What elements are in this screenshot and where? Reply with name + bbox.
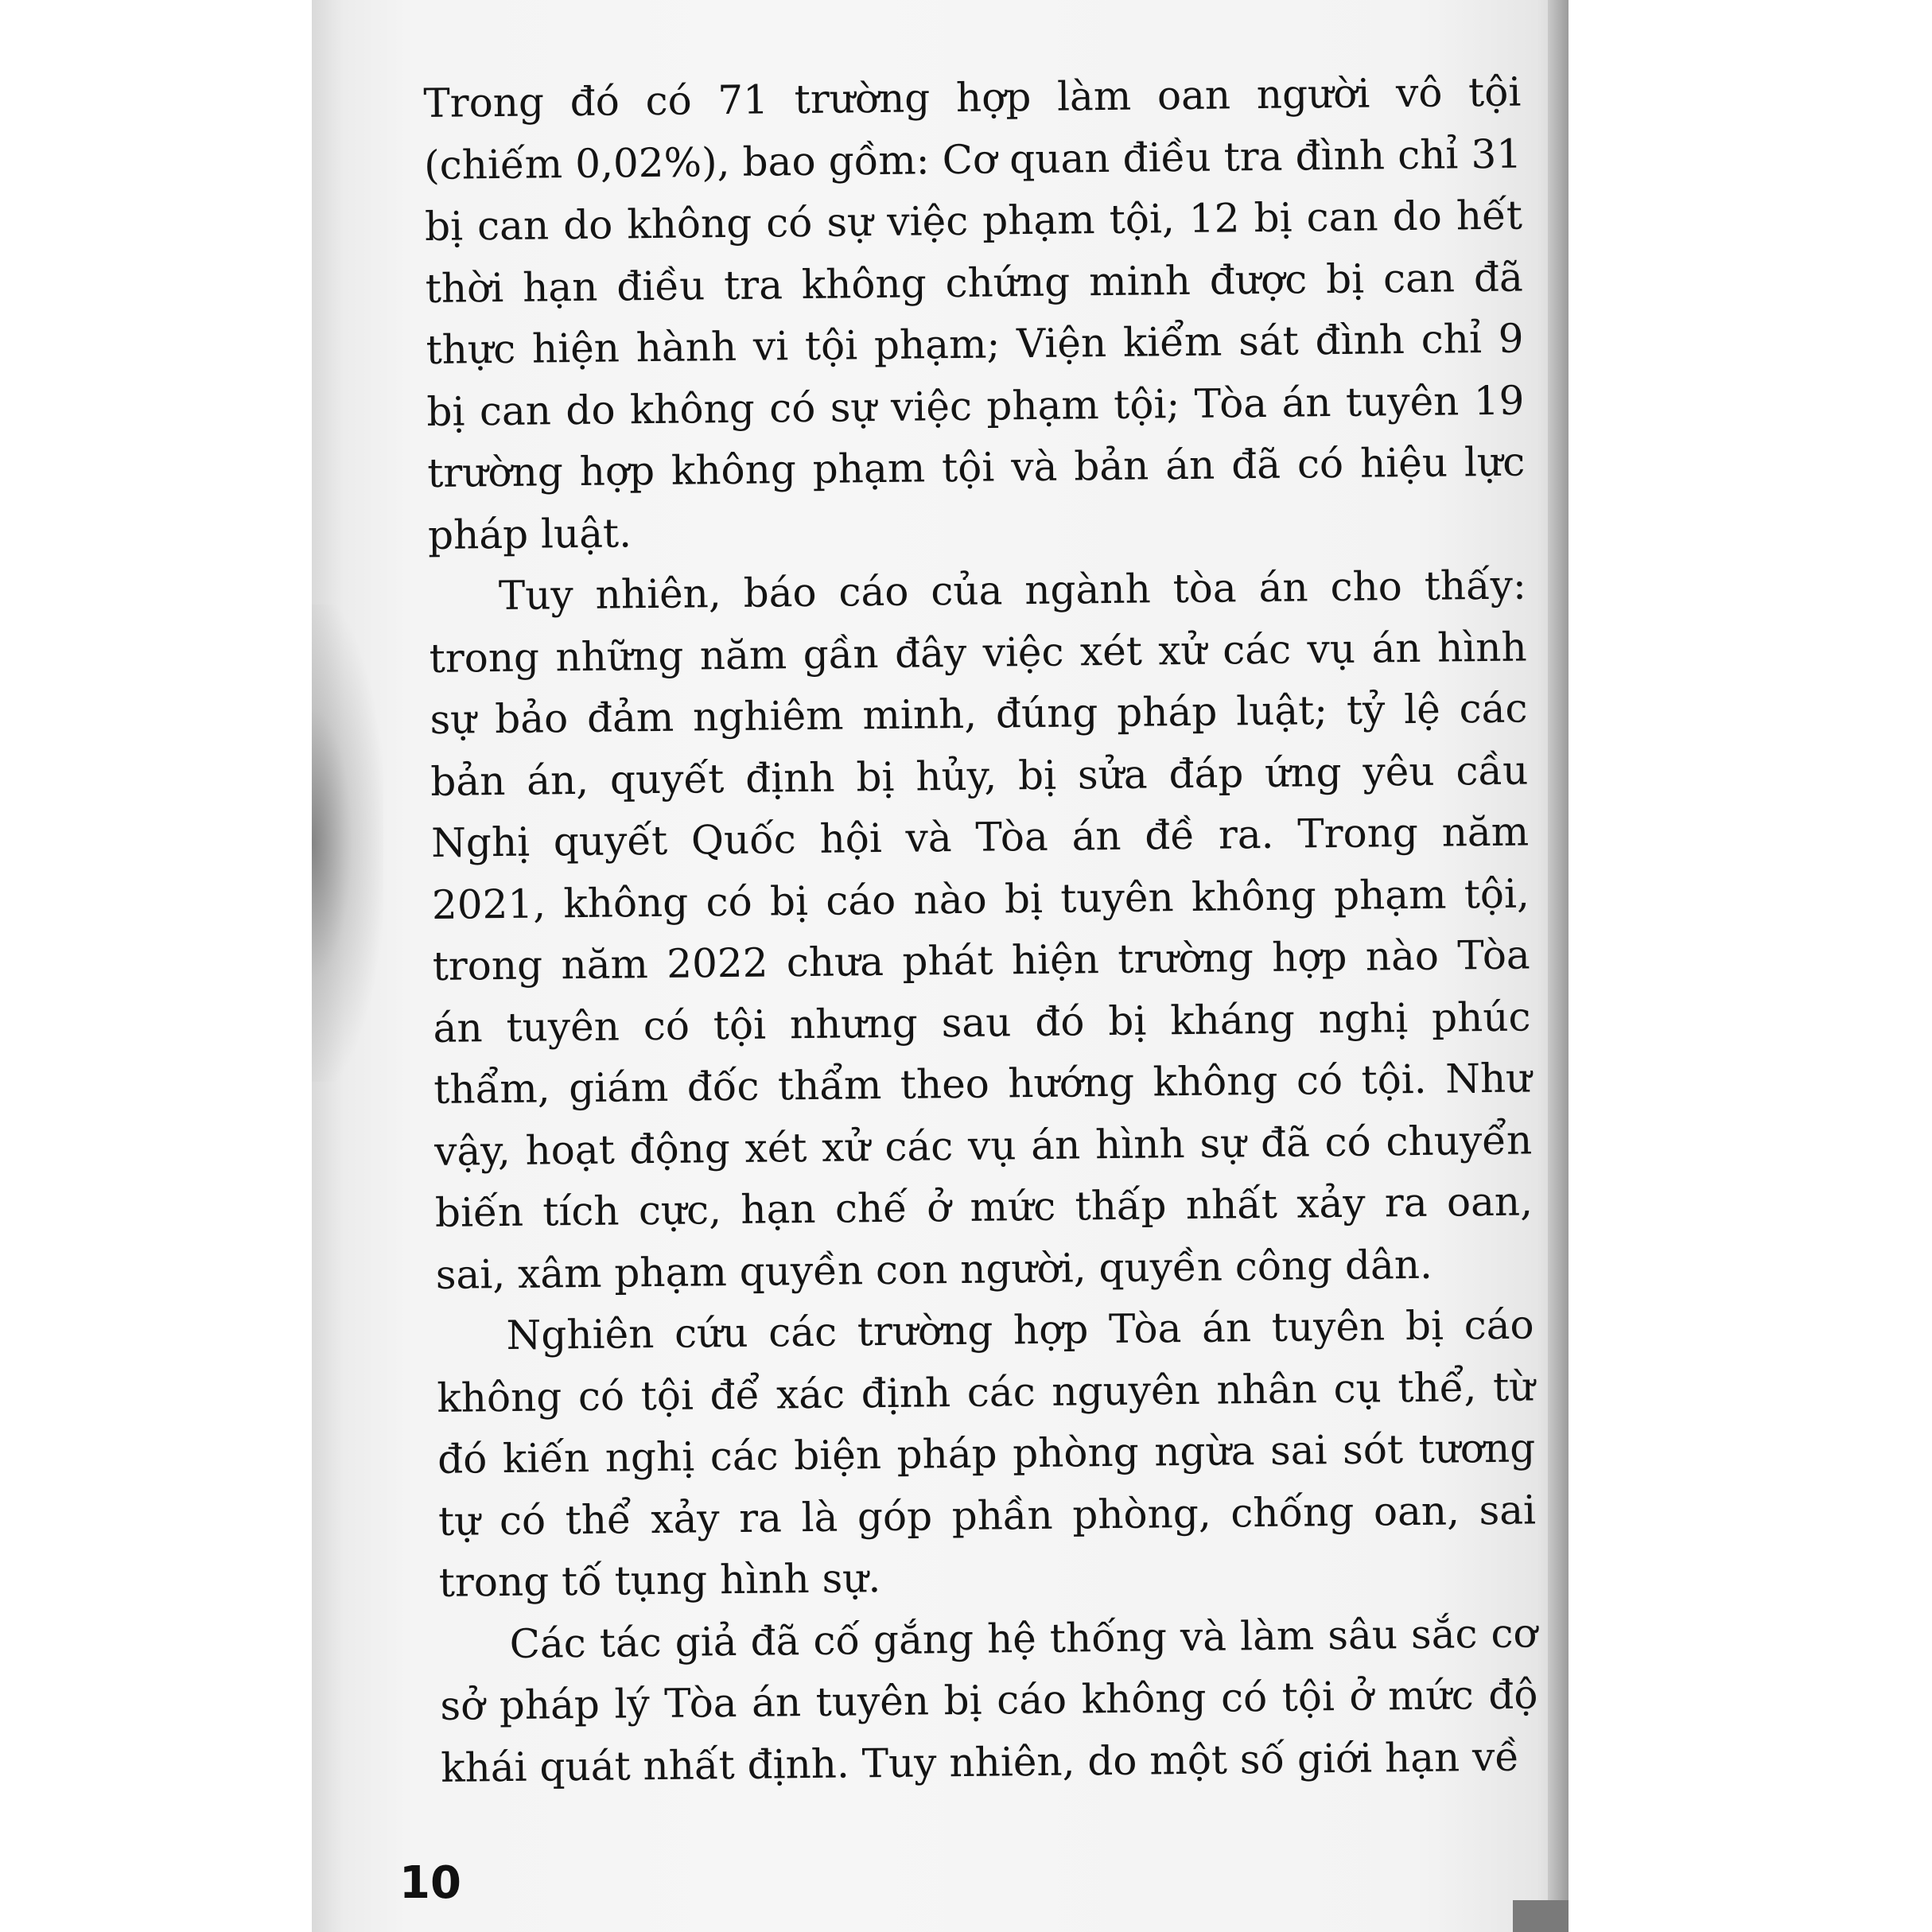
page-edge (1548, 0, 1569, 1932)
paragraph-3: Nghiên cứu các trường hợp Tòa án tuyên bị cáo không có tội để xác định các nguyên nhân cụ thể, từ đó kiến nghị các biện pháp phòng ngừa sai sót tương tự có thể xảy ra là góp phần phòng, chống oan, sai trong tố tụng hình sự. (437, 1301, 1537, 1606)
page-shadow (312, 604, 383, 1082)
paragraph-2: Tuy nhiên, báo cáo của ngành tòa án cho thấy: trong những năm gần đây việc xét xử các vụ án hình sự bảo đảm nghiêm minh, đúng pháp luật; tỷ lệ các bản án, quyết định bị hủy, bị sửa đáp ứng yêu cầu Nghị quyết Quốc hội và Tòa án đề ra. Trong năm 2021, không có bị cáo nào bị tuyên không phạm tội, trong năm 2022 chưa phát hiện trường hợp nào Tòa án tuyên có tội nhưng sau đó bị kháng nghị phúc thẩm, giám đốc thẩm theo hướng không có tội. Như vậy, hoạt động xét xử các vụ án hình sự đã có chuyển biến tích cực, hạn chế ở mức thấp nhất xảy ra oan, sai, xâm phạm quyền con người, quyền công dân. (429, 562, 1534, 1298)
page-corner (1513, 1900, 1569, 1932)
book-page (312, 0, 1569, 1932)
paragraph-4: Các tác giả đã cố gắng hệ thống và làm sâu sắc cơ sở pháp lý Tòa án tuyên bị cáo không có tội ở mức độ khái quát nhất định. Tuy nhiên, do một số giới hạn về (440, 1609, 1538, 1791)
page-number: 10 (399, 1857, 461, 1909)
body-text (423, 62, 1539, 1799)
paragraph-1: Trong đó có 71 trường hợp làm oan người vô tội (chiếm 0,02%), bao gồm: Cơ quan điều tra đình chỉ 31 bị can do không có sự việc phạm tội, 12 bị can do hết thời hạn điều tra không chứng minh được bị can đã thực hiện hành vi tội phạm; Viện kiểm sát đình chỉ 9 bị can do không có sự việc phạm tội; Tòa án tuyên 19 trường hợp không phạm tội và bản án đã có hiệu lực pháp luật. (423, 68, 1526, 558)
